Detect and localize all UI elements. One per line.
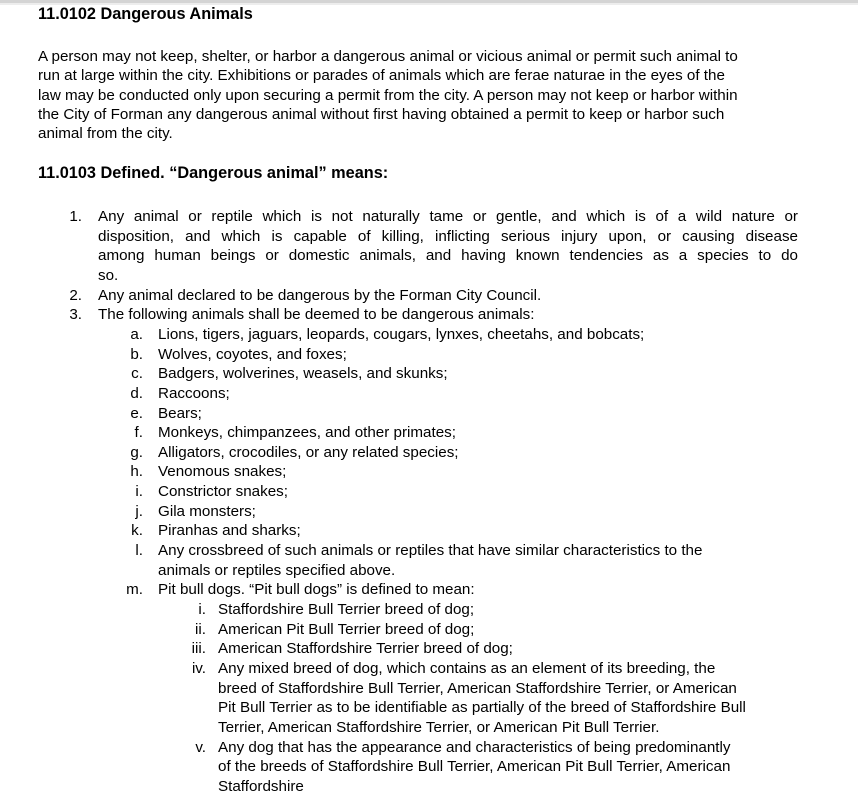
sub-item-text: Gila monsters;: [158, 502, 256, 520]
roman-item-marker: iii.: [191, 640, 206, 658]
sub-item-text: Wolves, coyotes, and foxes;: [158, 345, 347, 363]
sub-item-text: Raccoons;: [158, 384, 230, 402]
roman-item-text: Staffordshire Bull Terrier breed of dog;: [218, 601, 475, 618]
sub-item-text: animals or reptiles specified above.: [158, 561, 396, 579]
sub-item-text: Piranhas and sharks;: [158, 522, 301, 540]
roman-item-marker: iv.: [191, 659, 206, 677]
sub-item-marker: l.: [135, 542, 143, 560]
roman-item-text: Staffordshire: [218, 777, 304, 795]
paragraph-line: run at large within the city. Exhibitions or parades of animals which are ferae naturae in the eyes of the: [38, 67, 725, 85]
sub-item-marker: h.: [130, 463, 143, 481]
sub-item-marker: b.: [130, 345, 143, 363]
roman-item-text: Terrier, American Staffordshire Terrier, or American Pit Bull Terrier.: [218, 718, 660, 736]
section-heading-dangerous-animals: 11.0102 Dangerous Animals: [38, 5, 253, 23]
section-paragraph: [38, 47, 818, 143]
roman-item-text: Any dog that has the appearance and characteristics of being predominantly: [218, 738, 731, 756]
sub-item-text: Any crossbreed of such animals or reptiles that have similar characteristics to the: [158, 542, 703, 560]
sub-item-marker: k.: [131, 522, 143, 540]
sub-item-marker: j.: [135, 502, 143, 520]
list-item-text: The following animals shall be deemed to be dangerous animals:: [98, 306, 535, 324]
list-item-text: disposition, and which is capable of killing, inflicting serious injury upon, or causing disease: [98, 227, 798, 245]
list-item-marker: 1.: [69, 208, 82, 225]
sub-item-text: Pit bull dogs. “Pit bull dogs” is defined to mean:: [158, 581, 475, 599]
sub-item-text: Venomous snakes;: [158, 463, 287, 481]
sub-item-marker: c.: [131, 365, 143, 383]
sub-item-marker: m.: [126, 581, 143, 599]
roman-item-text: Any mixed breed of dog, which contains as an element of its breeding, the: [218, 659, 716, 677]
list-item-marker: 3.: [69, 306, 82, 324]
sub-item-marker: e.: [130, 404, 143, 422]
roman-item-text: American Pit Bull Terrier breed of dog;: [218, 620, 475, 638]
list-item-text: Any animal declared to be dangerous by the Forman City Council.: [98, 286, 542, 304]
paragraph-line: A person may not keep, shelter, or harbor a dangerous animal or vicious animal or permit such animal to: [38, 48, 738, 65]
list-item-text: Any animal or reptile which is not naturally tame or gentle, and which is of a wild nature or: [98, 208, 798, 225]
sub-item-marker: d.: [130, 384, 143, 402]
sub-item-text: Badgers, wolverines, weasels, and skunks;: [158, 365, 448, 383]
paragraph-line: the City of Forman any dangerous animal without first having obtained a permit to keep or harbor such: [38, 105, 725, 123]
sub-item-text: Bears;: [158, 404, 202, 422]
roman-item-marker: v.: [195, 738, 206, 756]
list-item-marker: 2.: [69, 286, 82, 304]
sub-item-marker: i.: [135, 483, 143, 501]
sub-item-marker: g.: [130, 443, 143, 461]
paragraph-line: law may be conducted only upon securing a permit from the city. A person may not keep or harbor within: [38, 86, 738, 104]
sub-item-text: Constrictor snakes;: [158, 483, 288, 501]
roman-item-text: breed of Staffordshire Bull Terrier, American Staffordshire Terrier, or American: [218, 679, 737, 697]
sub-item-text: Monkeys, chimpanzees, and other primates;: [158, 424, 456, 442]
list-item-text: among human beings or domestic animals, and having known tendencies as a species to do: [98, 247, 798, 265]
roman-item-text: Pit Bull Terrier as to be identifiable as partially of the breed of Staffordshire Bull: [218, 699, 746, 717]
sub-item-marker: a.: [130, 325, 143, 343]
sub-item-marker: f.: [134, 424, 143, 442]
roman-item-marker: i.: [198, 601, 206, 618]
paragraph-line: animal from the city.: [38, 125, 173, 143]
list-item-text: so.: [98, 266, 119, 284]
sub-item-text: Lions, tigers, jaguars, leopards, cougars, lynxes, cheetahs, and bobcats;: [158, 325, 645, 343]
section-heading-definition: 11.0103 Defined. “Dangerous animal” means:: [38, 164, 389, 182]
roman-item-text: of the breeds of Staffordshire Bull Terrier, American Pit Bull Terrier, American: [218, 758, 731, 776]
roman-item-marker: ii.: [195, 620, 206, 638]
roman-item-text: American Staffordshire Terrier breed of dog;: [218, 640, 513, 658]
sub-item-text: Alligators, crocodiles, or any related species;: [158, 443, 459, 461]
